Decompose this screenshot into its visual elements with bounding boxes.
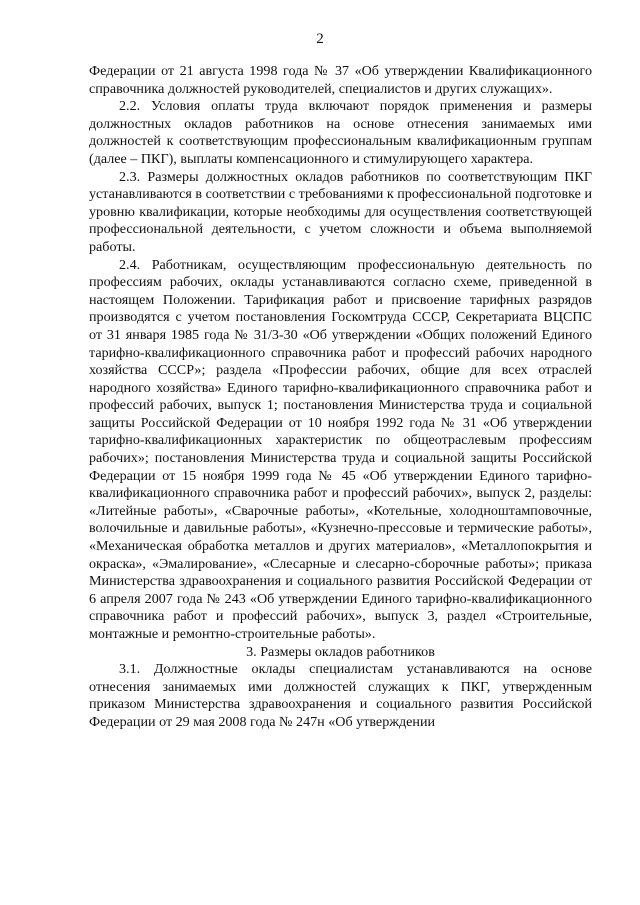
paragraph-2-4: 2.4. Работникам, осуществляющим профессиональную деятельность по профессиям рабочих, оклады устанавливаются согласно схеме, приведенной в настоящем Положении. Тарификация работ и присвоение тарифных разрядов производятся с учетом постановления Госкомтруда СССР, Секретариата ВЦСПС от 31 января 1985 года № 31/3-30 «Об утверждении «Общих положений Единого тарифно-квалификационного справочника работ и профессий рабочих народного хозяйства СССР»; раздела «Профессии рабочих, общие для всех отраслей народного хозяйства» Единого тарифно-квалификационного справочника работ и профессий рабочих, выпуск 1; постановления Министерства труда и социальной защиты Российской Федерации от 10 ноября 1992 года № 31 «Об утверждении тарифно-квалификационных характеристик по общеотраслевым профессиям рабочих»; постановления Министерства труда и социальной защиты Российской Федерации от 15 ноября 1999 года № 45 «Об утверждении Единого тарифно-квалификационного справочника работ и профессий рабочих», выпуск 2, разделы: «Литейные работы», «Сварочные работы», «Котельные, холодноштамповочные, волочильные и давильные работы», «Кузнечно-прессовые и термические работы», «Механическая обработка металлов и других материалов», «Металлопокрытия и окраска», «Эмалирование», «Слесарные и слесарно-сборочные работы»; приказа Министерства здравоохранения и социального развития Российской Федерации от 6 апреля 2007 года № 243 «Об утверждении Единого тарифно-квалификационного справочника работ и профессий рабочих», выпуск 3, раздел «Строительные, монтажные и ремонтно-строительные работы». <box>89 256 592 642</box>
paragraph-continuation: Федерации от 21 августа 1998 года № 37 «Об утверждении Квалификационного справочника должностей руководителей, специалистов и других служащих». <box>89 63 592 97</box>
paragraph-2-2: 2.2. Условия оплаты труда включают порядок применения и размеры должностных окладов работников на основе отнесения занимаемых ими должностей к соответствующим профессиональным квалификационным группам (далее – ПКГ), выплаты компенсационного и стимулирующего характера. <box>89 98 592 167</box>
page-number: 2 <box>316 31 324 47</box>
document-body <box>89 63 592 732</box>
section-heading: 3. Размеры окладов работников <box>246 643 435 660</box>
paragraph-3-1: 3.1. Должностные оклады специалистам устанавливаются на основе отнесения занимаемых ими должностей служащих к ПКГ, утвержденным приказом Министерства здравоохранения и социального развития Российской Федерации от 29 мая 2008 года № 247н «Об утверждении <box>89 661 592 730</box>
paragraph-2-3: 2.3. Размеры должностных окладов работников по соответствующим ПКГ устанавливаются в соответствии с требованиями к профессиональной подготовке и уровню квалификации, которые необходимы для осуществления соответствующей профессиональной деятельности, с учетом сложности и объема выполняемой работы. <box>89 168 592 255</box>
